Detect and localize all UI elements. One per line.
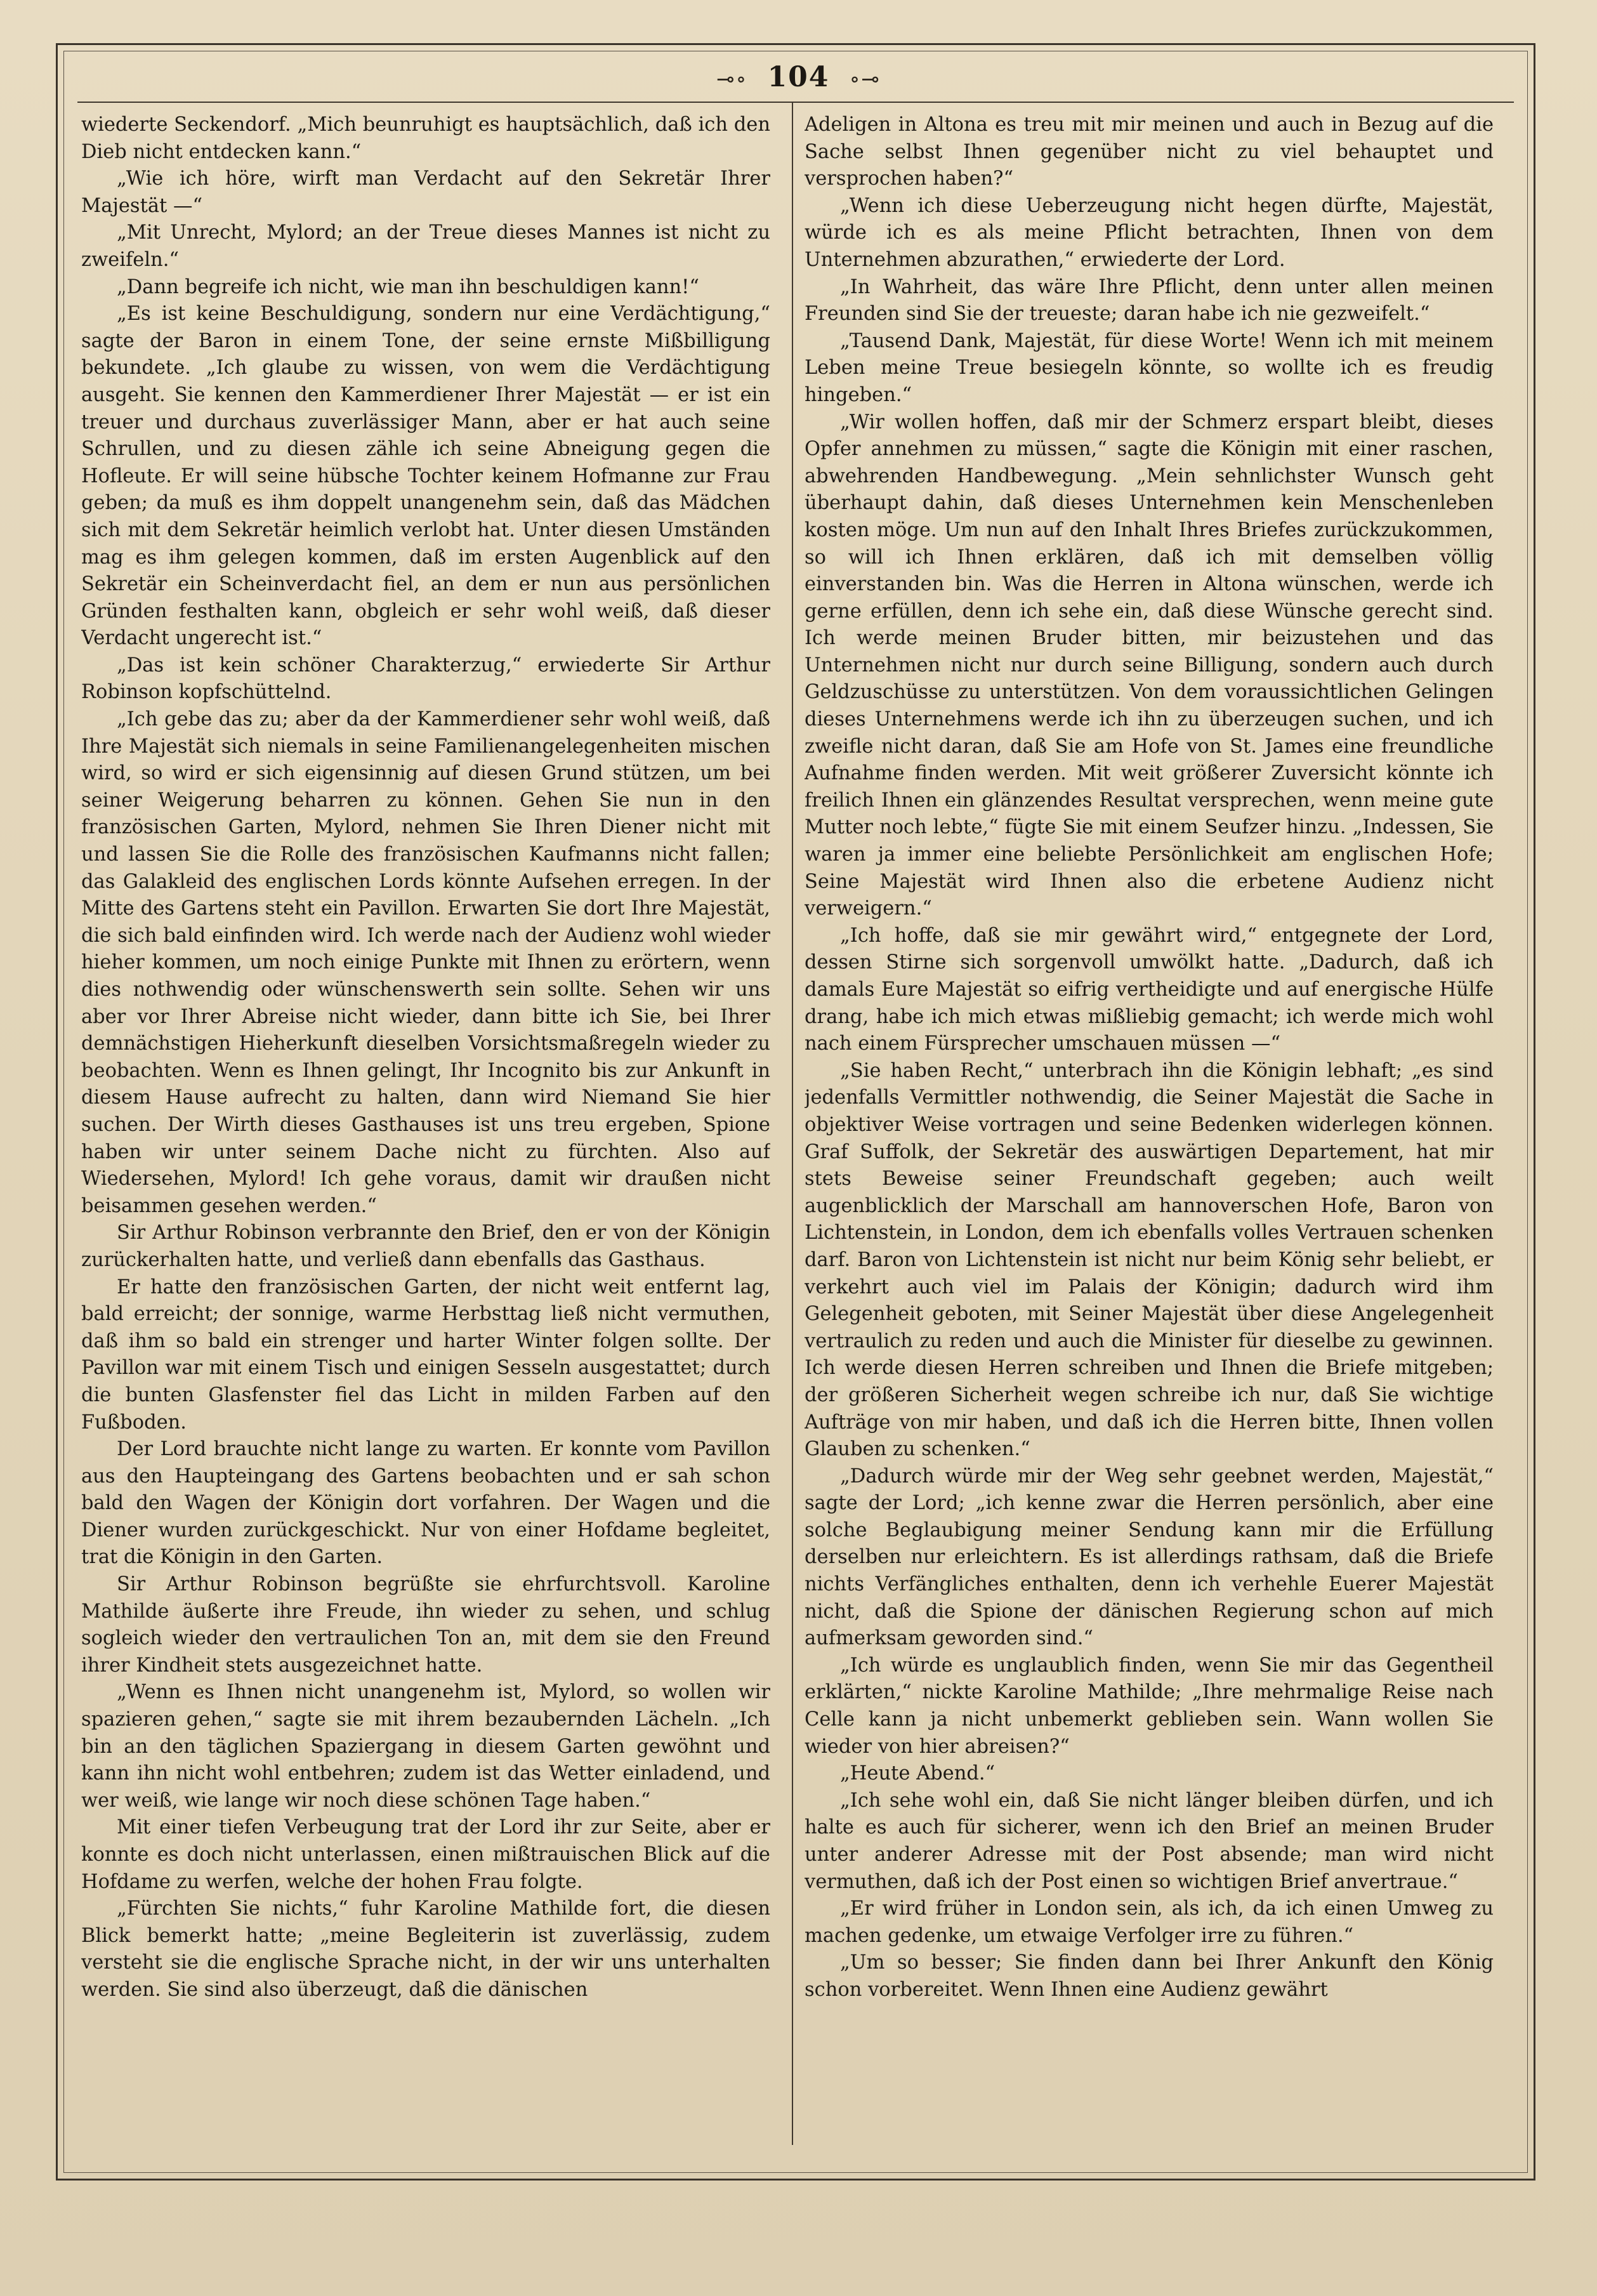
right-column [805,112,1494,2136]
paragraph: „Heute Abend.“ [840,1762,996,1785]
paragraph: „Ich gebe das zu; aber da der Kammerdiener sehr wohl weiß, daß Ihre Majestät sich niemals in seine Familienangelegenheiten mischen wird, so wird er sich eigensinnig auf diesen Grund stützen, um bei seiner Weigerung beharren zu können. Gehen Sie nun in den französischen Garten, Mylord, nehmen Sie Ihren Diener nicht mit und lassen Sie die Rolle des französischen Kaufmanns nicht fallen; das Galakleid des englischen Lords könnte Aufsehen erregen. In der Mitte des Gartens steht ein Pavillon. Erwarten Sie dort Ihre Majestät, die sich bald einfinden wird. Ich werde nach der Audienz wohl wieder hieher kommen, um noch einige Punkte mit Ihnen zu erörtern, wenn dies nothwendig oder wünschenswerth sein sollte. Sehen wir uns aber vor Ihrer Abreise nicht wieder, dann bitte ich Sie, bei Ihrer demnächstigen Hieherkunft dieselben Vorsichtsmaßregeln wieder zu beobachten. Wenn es Ihnen gelingt, Ihr Incognito bis zur Ankunft in diesem Hause aufrecht zu halten, dann wird Niemand Sie hier suchen. Der Wirth dieses Gasthauses ist uns treu ergeben, Spione haben wir unter seinem Dache nicht zu fürchten. Also auf Wiedersehen, Mylord! Ich gehe voraus, damit wir draußen nicht beisammen gesehen werden.“ [81,708,770,1217]
paragraph: Sir Arthur Robinson verbrannte den Brief, den er von der Königin zurückerhalten hatte, und verließ dann ebenfalls das Gasthaus. [81,1222,770,1271]
ornament-right: ∘⊸ [849,66,881,92]
paragraph: „Wenn es Ihnen nicht unangenehm ist, Mylord, so wollen wir spazieren gehen,“ sagte sie mit ihrem bezaubernden Lächeln. „Ich bin an den täglichen Spaziergang in diesem Garten gewöhnt und kann ihn nicht wohl entbehren; zudem ist das Wetter einladend, und wer weiß, wie lange wir noch diese schönen Tage haben.“ [81,1681,770,1812]
paragraph: Mit einer tiefen Verbeugung trat der Lord ihr zur Seite, aber er konnte es doch nicht unterlassen, einen mißtrauischen Blick auf die Hofdame zu werfen, welche der hohen Frau folgte. [81,1816,770,1893]
paragraph: „Wenn ich diese Ueberzeugung nicht hegen dürfte, Majestät, würde ich es als meine Pflicht betrachten, Ihnen von dem Unternehmen abzurathen,“ erwiederte der Lord. [805,194,1494,271]
paragraph: „In Wahrheit, das wäre Ihre Pflicht, denn unter allen meinen Freunden sind Sie der treueste; daran habe ich nie gezweifelt.“ [805,275,1494,326]
header-rule [77,102,1514,103]
paragraph: „Ich hoffe, daß sie mir gewährt wird,“ entgegnete der Lord, dessen Stirne sich sorgenvoll umwölkt hatte. „Dadurch, daß ich damals Eure Majestät so eifrig vertheidigte und auf energische Hülfe drang, habe ich mich etwas mißliebig gemacht; ich werde mich wohl nach einem Fürsprecher umschauen müssen —“ [805,924,1494,1055]
paragraph: „Ich würde es unglaublich finden, wenn Sie mir das Gegentheil erklärten,“ nickte Karoline Mathilde; „Ihre mehrmalige Reise nach Celle kann ja nicht unbemerkt geblieben sein. Wann wollen Sie wieder von hier abreisen?“ [805,1654,1494,1758]
paragraph: „Wir wollen hoffen, daß mir der Schmerz erspart bleibt, dieses Opfer annehmen zu müssen,“ sagte die Königin mit einer raschen, abwehrenden Handbewegung. „Mein sehnlichster Wunsch geht überhaupt dahin, daß dieses Unternehmen kein Menschenleben kosten möge. Um nun auf den Inhalt Ihres Briefes zurückzukommen, so will ich Ihnen erklären, daß ich mit demselben völlig einverstanden bin. Was die Herren in Altona wünschen, werde ich gerne erfüllen, denn ich sehe ein, daß diese Wünsche gerecht sind. Ich werde meinen Bruder bitten, mir beizustehen und das Unternehmen nicht nur durch seine Billigung, sondern auch durch Geldzuschüsse zu unterstützen. Von dem voraussichtlichen Gelingen dieses Unternehmens werde ich ihn zu überzeugen suchen, und ich zweifle nicht daran, daß Sie am Hofe von St. James eine freundliche Aufnahme finden werden. Mit weit größerer Zuversicht könnte ich freilich Ihnen ein glänzendes Resultat versprechen, wenn meine gute Mutter noch lebte,“ fügte Sie mit einem Seufzer hinzu. „Indessen, Sie waren ja immer eine beliebte Persönlichkeit am englischen Hofe; Seine Majestät wird Ihnen also die erbetene Audienz nicht verweigern.“ [805,411,1494,920]
paragraph: „Sie haben Recht,“ unterbrach ihn die Königin lebhaft; „es sind jedenfalls Vermittler nothwendig, die Seiner Majestät die Sache in objektiver Weise vortragen und seine Bedenken widerlegen können. Graf Suffolk, der Sekretär des auswärtigen Departement, hat mir stets Beweise seiner Freundschaft gegeben; auch weilt augenblicklich der Marschall am hannoverschen Hofe, Baron von Lichtenstein, in London, dem ich ebenfalls volles Vertrauen schenken darf. Baron von Lichtenstein ist nicht nur beim König sehr beliebt, er verkehrt auch viel im Palais der Königin; dadurch wird ihm Gelegenheit geboten, mit Seiner Majestät über diese Angelegenheit vertraulich zu reden und auch die Minister für dieselbe zu gewinnen. Ich werde diesen Herren schreiben und Ihnen die Briefe mitgeben; der größeren Sicherheit wegen schreibe ich nur, daß Sie wichtige Aufträge von mir haben, und daß ich die Herren bitte, Ihnen vollen Glauben zu schenken.“ [805,1059,1494,1461]
paragraph: Er hatte den französischen Garten, der nicht weit entfernt lag, bald erreicht; der sonnige, warme Herbsttag ließ nicht vermuthen, daß ihm so bald ein strenger und harter Winter folgen sollte. Der Pavillon war mit einem Tisch und einigen Sesseln ausgestattet; durch die bunten Glasfenster fiel das Licht in milden Farben auf den Fußboden. [81,1276,770,1434]
paragraph: „Ich sehe wohl ein, daß Sie nicht länger bleiben dürfen, und ich halte es auch für sicherer, wenn ich den Brief an meinen Bruder unter anderer Adresse mit der Post absende; man wird nicht vermuthen, daß ich der Post einen so wichtigen Brief anvertraue.“ [805,1789,1494,1893]
paragraph: Sir Arthur Robinson begrüßte sie ehrfurchtsvoll. Karoline Mathilde äußerte ihre Freude, ihn wieder zu sehen, und schlug sogleich wieder den vertraulichen Ton an, mit dem sie den Freund ihrer Kindheit stets ausgezeichnet hatte. [81,1573,770,1677]
ornament-left: ⊸∘ [716,66,748,92]
paragraph: „Das ist kein schöner Charakterzug,“ erwiederte Sir Arthur Robinson kopfschüttelnd. [81,654,770,704]
paragraph: „Dann begreife ich nicht, wie man ihn beschuldigen kann!“ [117,275,700,298]
paragraph: „Dadurch würde mir der Weg sehr geebnet werden, Majestät,“ sagte der Lord; „ich kenne zwar die Herren persönlich, aber eine solche Beglaubigung meiner Sendung kann mir die Erfüllung derselben nur erleichtern. Es ist allerdings rathsam, daß die Briefe nichts Verfängliches enthalten, denn ich verhehle Euerer Majestät nicht, daß die Spione der dänischen Regierung schon auf mich aufmerksam geworden sind.“ [805,1465,1494,1650]
paragraph: „Fürchten Sie nichts,“ fuhr Karoline Mathilde fort, die diesen Blick bemerkt hatte; „meine Begleiterin ist zuverlässig, zudem versteht sie die englische Sprache nicht, in der wir uns unterhalten werden. Sie sind also überzeugt, daß die dänischen [81,1897,770,2001]
paragraph: „Um so besser; Sie finden dann bei Ihrer Ankunft den König schon vorbereitet. Wenn Ihnen eine Audienz gewährt [805,1951,1494,2001]
paragraph: „Tausend Dank, Majestät, für diese Worte! Wenn ich mit meinem Leben meine Treue besiegeln könnte, so wollte ich es freudig hingeben.“ [805,329,1494,406]
column-divider [792,102,793,2145]
page-number: 104 [767,61,830,93]
left-column [81,112,770,2136]
page-header [0,61,1597,93]
paragraph: Der Lord brauchte nicht lange zu warten. Er konnte vom Pavillon aus den Haupteingang des Gartens beobachten und er sah schon bald den Wagen der Königin dort vorfahren. Der Wagen und die Diener wurden zurückgeschickt. Nur von einer Hofdame begleitet, trat die Königin in den Garten. [81,1438,770,1569]
paragraph: „Wie ich höre, wirft man Verdacht auf den Sekretär Ihrer Majestät —“ [81,168,770,217]
paragraph: wiederte Seckendorf. „Mich beunruhigt es hauptsächlich, daß ich den Dieb nicht entdecken kann.“ [81,114,770,163]
paragraph: „Es ist keine Beschuldigung, sondern nur eine Verdächtigung,“ sagte der Baron in einem Tone, der seine ernste Mißbilligung bekundete. „Ich glaube zu wissen, von wem die Verdächtigung ausgeht. Sie kennen den Kammerdiener Ihrer Majestät — er ist ein treuer und durchaus zuverlässiger Mann, aber er hat auch seine Schrullen, und zu diesen zähle ich seine Abneigung gegen die Hofleute. Er will seine hübsche Tochter keinem Hofmanne zur Frau geben; da muß es ihm doppelt unangenehm sein, daß das Mädchen sich mit dem Sekretär heimlich verlobt hat. Unter diesen Umständen mag es ihm gelegen kommen, daß im ersten Augenblick auf den Sekretär ein Scheinverdacht fiel, an dem er nun aus persönlichen Gründen festhalten kann, obgleich er sehr wohl weiß, daß dieser Verdacht ungerecht ist.“ [81,303,770,650]
paragraph: „Mit Unrecht, Mylord; an der Treue dieses Mannes ist nicht zu zweifeln.“ [81,221,770,271]
paragraph: Adeligen in Altona es treu mit mir meinen und auch in Bezug auf die Sache selbst Ihnen gegenüber nicht zu viel behauptet und versprochen haben?“ [805,114,1494,190]
paragraph: „Er wird früher in London sein, als ich, da ich einen Umweg zu machen gedenke, um etwaige Verfolger irre zu führen.“ [805,1897,1494,1947]
